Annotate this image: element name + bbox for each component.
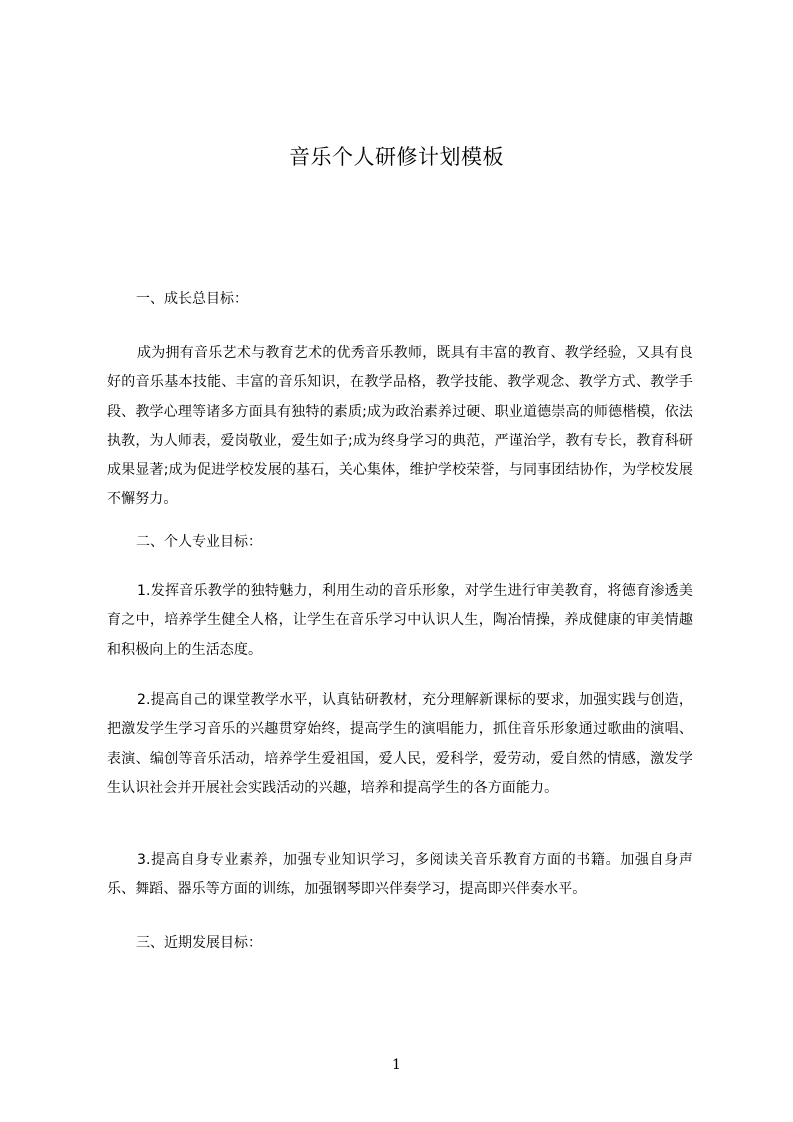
section-heading-near-term-goal: 三、近期发展目标：: [136, 935, 262, 951]
paragraph-professional-goal-3: 3.提高自身专业素养，加强专业知识学习，多阅读关音乐教育方面的书籍。加强自身声乐、舞蹈、器乐等方面的训练，加强钢琴即兴伴奏学习，提高即兴伴奏水平。: [107, 852, 693, 898]
section-heading-professional-goal: 二、个人专业目标：: [136, 534, 262, 550]
page-number: 1: [392, 1057, 401, 1073]
paragraph-professional-goal-1: 1.发挥音乐教学的独特魅力，利用生动的音乐形象，对学生进行审美教育，将德育渗透美育之中，培养学生健全人格，让学生在音乐学习中认识人生，陶冶情操，养成健康的审美情趣和积极向上的生活态度。: [107, 583, 693, 658]
paragraph-growth-goal: 成为拥有音乐艺术与教育艺术的优秀音乐教师，既具有丰富的教育、教学经验，又具有良好的音乐基本技能、丰富的音乐知识，在教学品格，教学技能、教学观念、教学方式、教学手段、教学心理等诸多方面具有独特的素质;成为政治素养过硬、职业道德崇高的师德楷模，依法执教，为人师表，爱岗敬业，爱生如子;成为终身学习的典范，严谨治学，教有专长，教育科研成果显著;成为促进学校发展的基石，关心集体，维护学校荣誉，与同事团结协作，为学校发展不懈努力。: [107, 345, 693, 508]
section-heading-growth-goal: 一、成长总目标：: [136, 291, 248, 307]
paragraph-professional-goal-2: 2.提高自己的课堂教学水平，认真钻研教材，充分理解新课标的要求，加强实践与创造，把激发学生学习音乐的兴趣贯穿始终，提高学生的演唱能力，抓住音乐形象通过歌曲的演唱、表演、编创等音乐活动，培养学生爱祖国，爱人民，爱科学，爱劳动，爱自然的情感，激发学生认识社会并开展社会实践活动的兴趣，培养和提高学生的各方面能力。: [107, 692, 693, 796]
document-title: 音乐个人研修计划模板: [289, 145, 504, 169]
